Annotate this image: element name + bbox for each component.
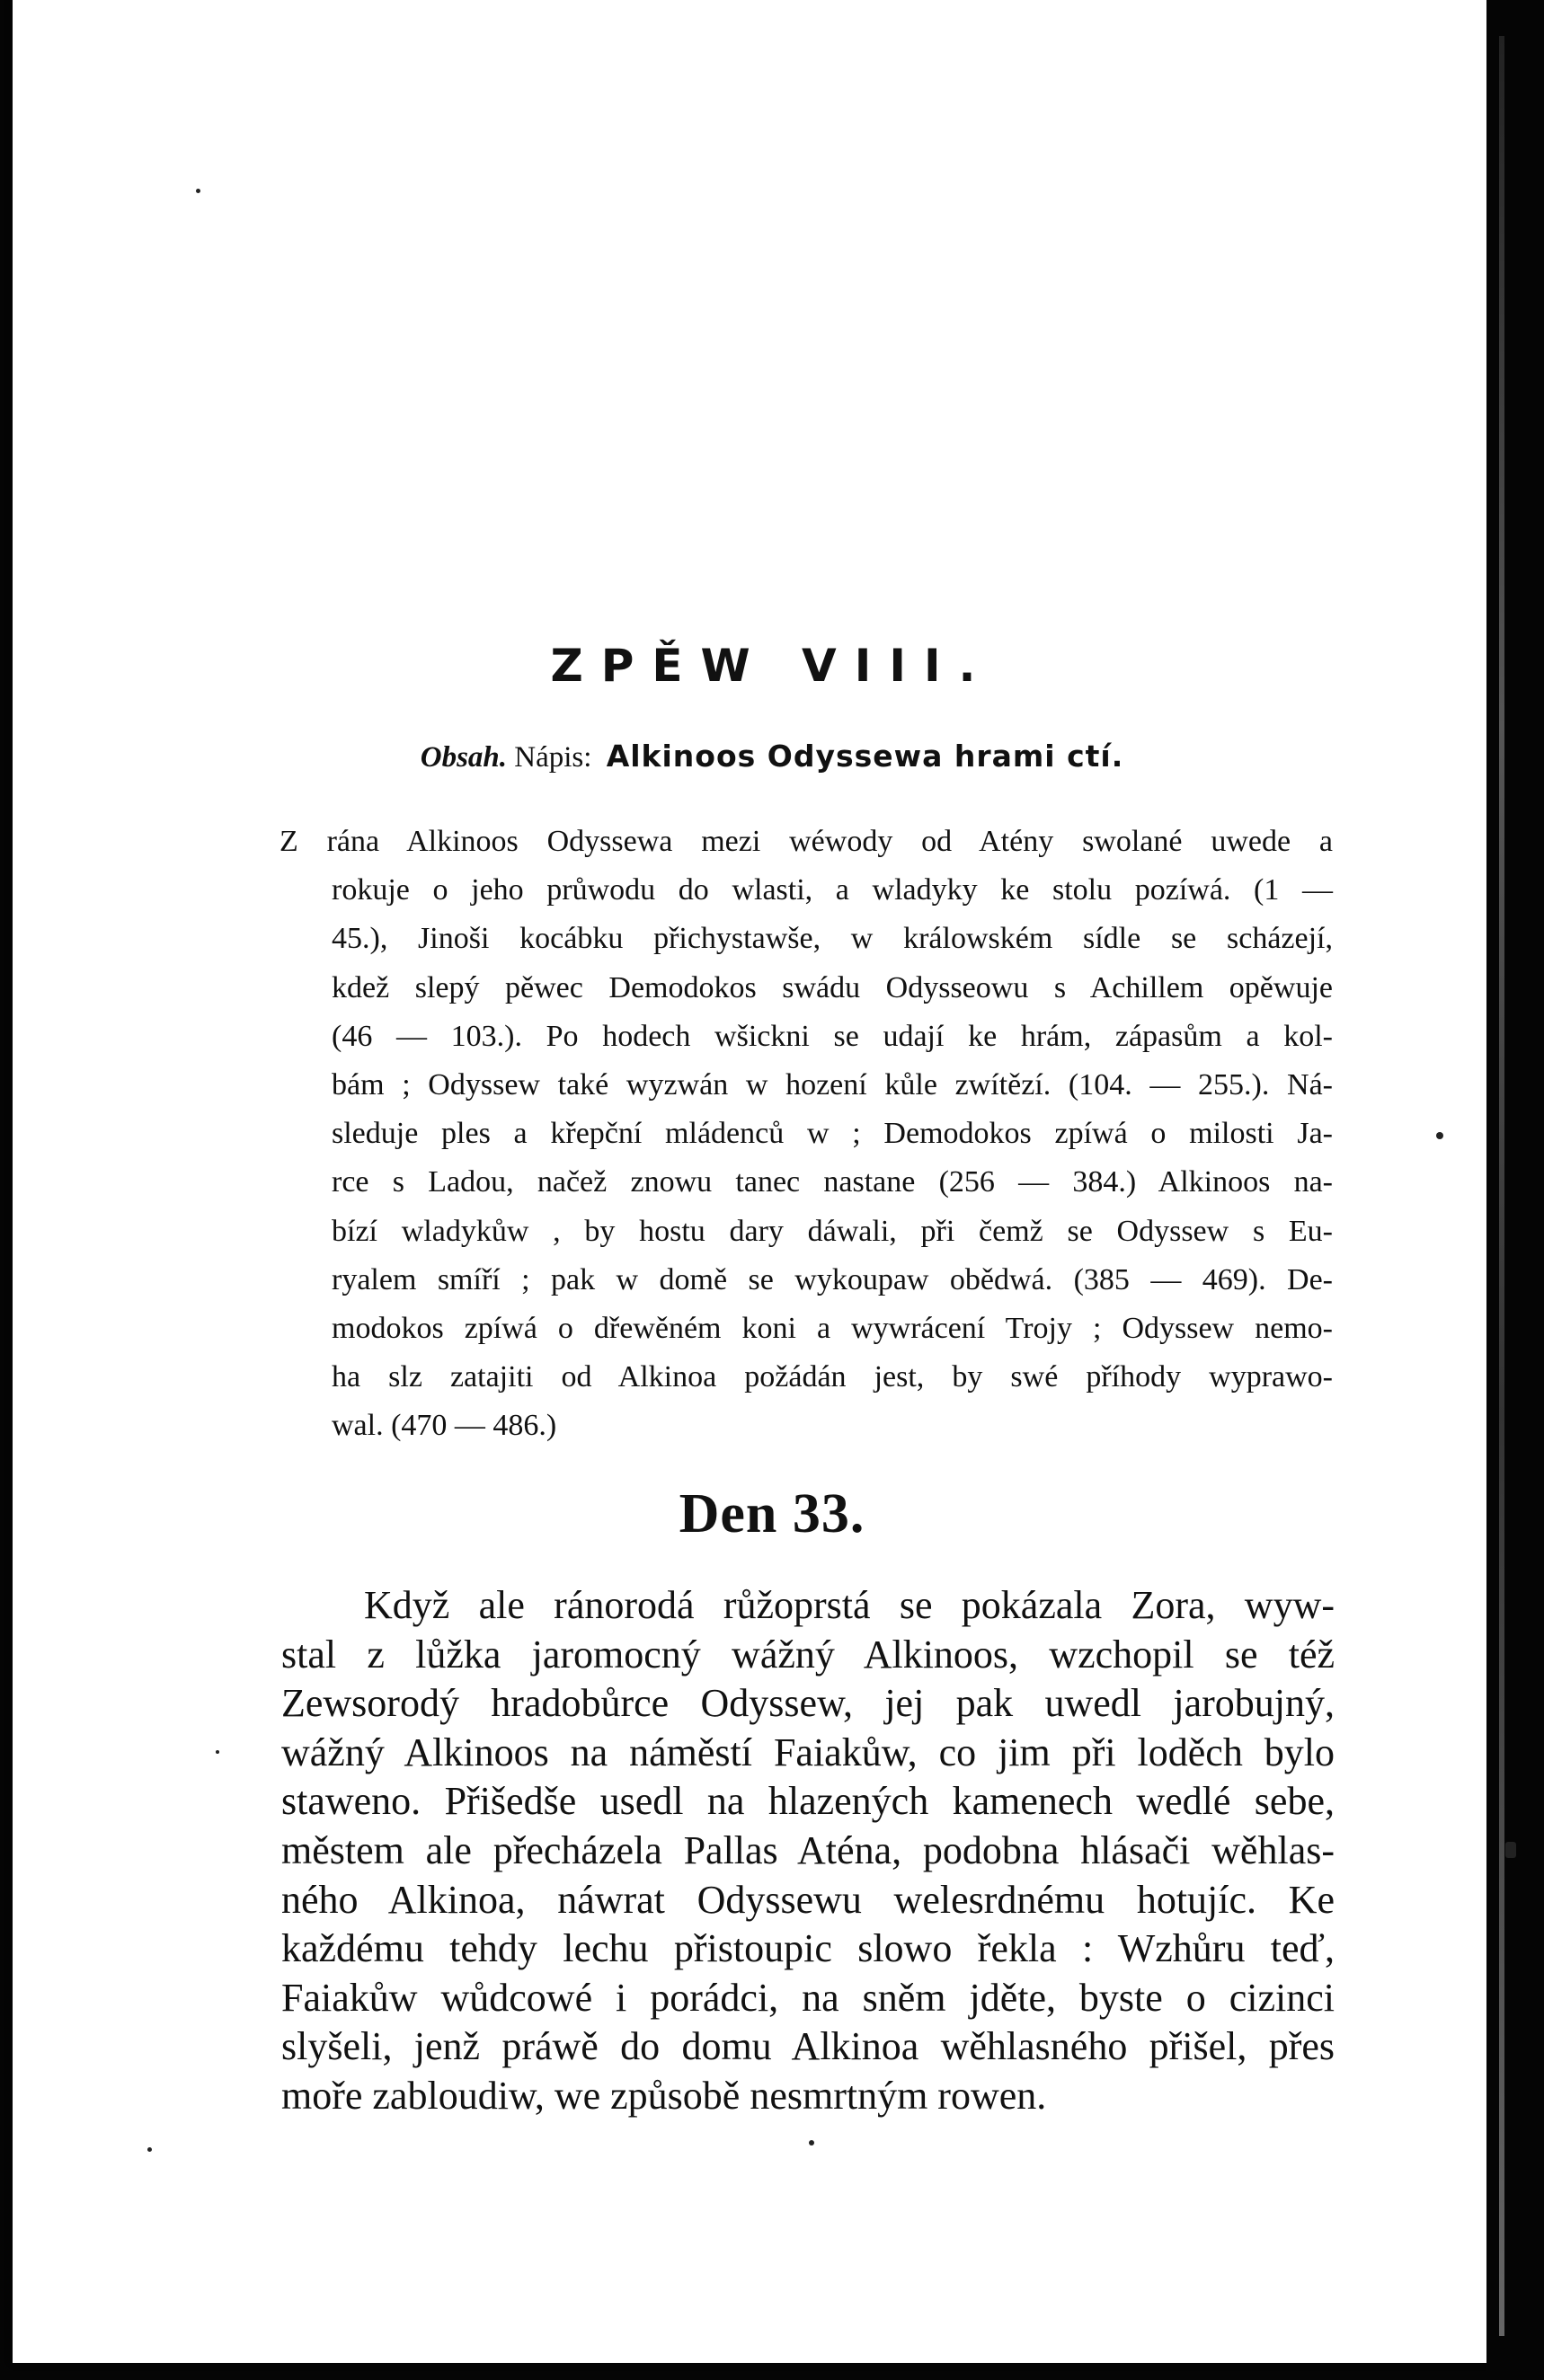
summary-line: rce s Ladou, načež znowu tanec nastane (256 — 384.) Alkinoos na- bbox=[332, 1165, 1333, 1199]
body-line: Zewsorodý hradobůrce Odyssew, jej pak uwedl jarobujný, bbox=[281, 1681, 1335, 1726]
body-line: městem ale přecházela Pallas Aténa, podobna hlásači wěhlas- bbox=[281, 1827, 1335, 1872]
body-line: ného Alkinoa, náwrat Odyssewu welesrdnému hotujíc. Ke bbox=[281, 1877, 1335, 1922]
summary-line: wal. (470 — 486.) bbox=[332, 1409, 557, 1443]
print-speck bbox=[147, 2147, 152, 2152]
summary-line: sleduje ples a křepční mládenců w ; Demodokos zpíwá o milosti Ja- bbox=[332, 1117, 1333, 1151]
chapter-summary bbox=[281, 818, 1333, 1451]
body-line: moře zabloudiw, we způsobě nesmrtným rowen. bbox=[281, 2073, 1047, 2118]
bleed-through-text bbox=[273, 252, 1352, 575]
summary-line: ryalem smíří ; pak w domě se wykoupaw obědwá. (385 — 469). De- bbox=[332, 1262, 1333, 1296]
chapter-heading: ZPĚW VIII. bbox=[550, 640, 994, 692]
print-speck bbox=[809, 2140, 814, 2146]
contents-line bbox=[0, 739, 1544, 774]
body-line: každému tehdy lechu přistoupic slowo řekla : Wzhůru teď, bbox=[281, 1926, 1335, 1971]
summary-line: bám ; Odyssew také wyzwán w hození kůle zwítězí. (104. — 255.). Ná- bbox=[332, 1068, 1333, 1102]
body-line: wážný Alkinoos na náměstí Faiakůw, co jim při loděch bylo bbox=[281, 1730, 1335, 1774]
summary-line: Z rána Alkinoos Odyssewa mezi wéwody od Atény swolané uwede a bbox=[280, 825, 1333, 858]
chapter-title: Alkinoos Odyssewa hrami ctí. bbox=[606, 739, 1124, 774]
print-speck bbox=[1505, 1842, 1516, 1858]
day-heading: Den 33. bbox=[679, 1483, 865, 1544]
body-line: slyšeli, jenž práwě do domu Alkinoa wěhlasného přišel, přes bbox=[281, 2024, 1335, 2069]
print-speck bbox=[1436, 1132, 1443, 1139]
summary-line: ha slz zatajiti od Alkinoa požádán jest, by swé příhody wyprawo- bbox=[332, 1360, 1333, 1394]
body-line: staweno. Přišedše usedl na hlazených kamenech wedlé sebe, bbox=[281, 1779, 1335, 1824]
summary-line: (46 — 103.). Po hodech wšickni se udají ke hrám, zápasům a kol- bbox=[332, 1019, 1333, 1053]
summary-line: modokos zpíwá o dřewěném koni a wywrácení Trojy ; Odyssew nemo- bbox=[332, 1312, 1333, 1346]
print-speck bbox=[196, 189, 200, 193]
summary-line: 45.), Jinoši kocábku přichystawše, w králowském sídle se scházejí, bbox=[332, 922, 1333, 956]
page-edge bbox=[1499, 36, 1504, 2336]
main-text bbox=[281, 1581, 1335, 2121]
napis-label: Nápis: bbox=[514, 741, 592, 774]
summary-line: rokuje o jeho průwodu do wlasti, a wladyky ke stolu pozíwá. (1 — bbox=[332, 873, 1333, 907]
summary-line: bízí wladykůw , by hostu dary dáwali, při čemž se Odyssew s Eu- bbox=[332, 1214, 1333, 1248]
body-line: Když ale ránorodá růžoprstá se pokázala Zora, wyw- bbox=[364, 1583, 1335, 1627]
book-spine-shadow bbox=[1486, 0, 1544, 2380]
summary-line: kdež slepý pěwec Demodokos swádu Odysseowu s Achillem opěwuje bbox=[332, 970, 1333, 1004]
body-line: stal z lůžka jaromocný wážný Alkinoos, wzchopil se též bbox=[281, 1632, 1335, 1677]
print-speck bbox=[216, 1750, 219, 1754]
contents-label: Obsah. bbox=[420, 741, 508, 774]
body-line: Faiakůw wůdcowé i porádci, na sněm jděte, byste o cizinci bbox=[281, 1975, 1335, 2020]
